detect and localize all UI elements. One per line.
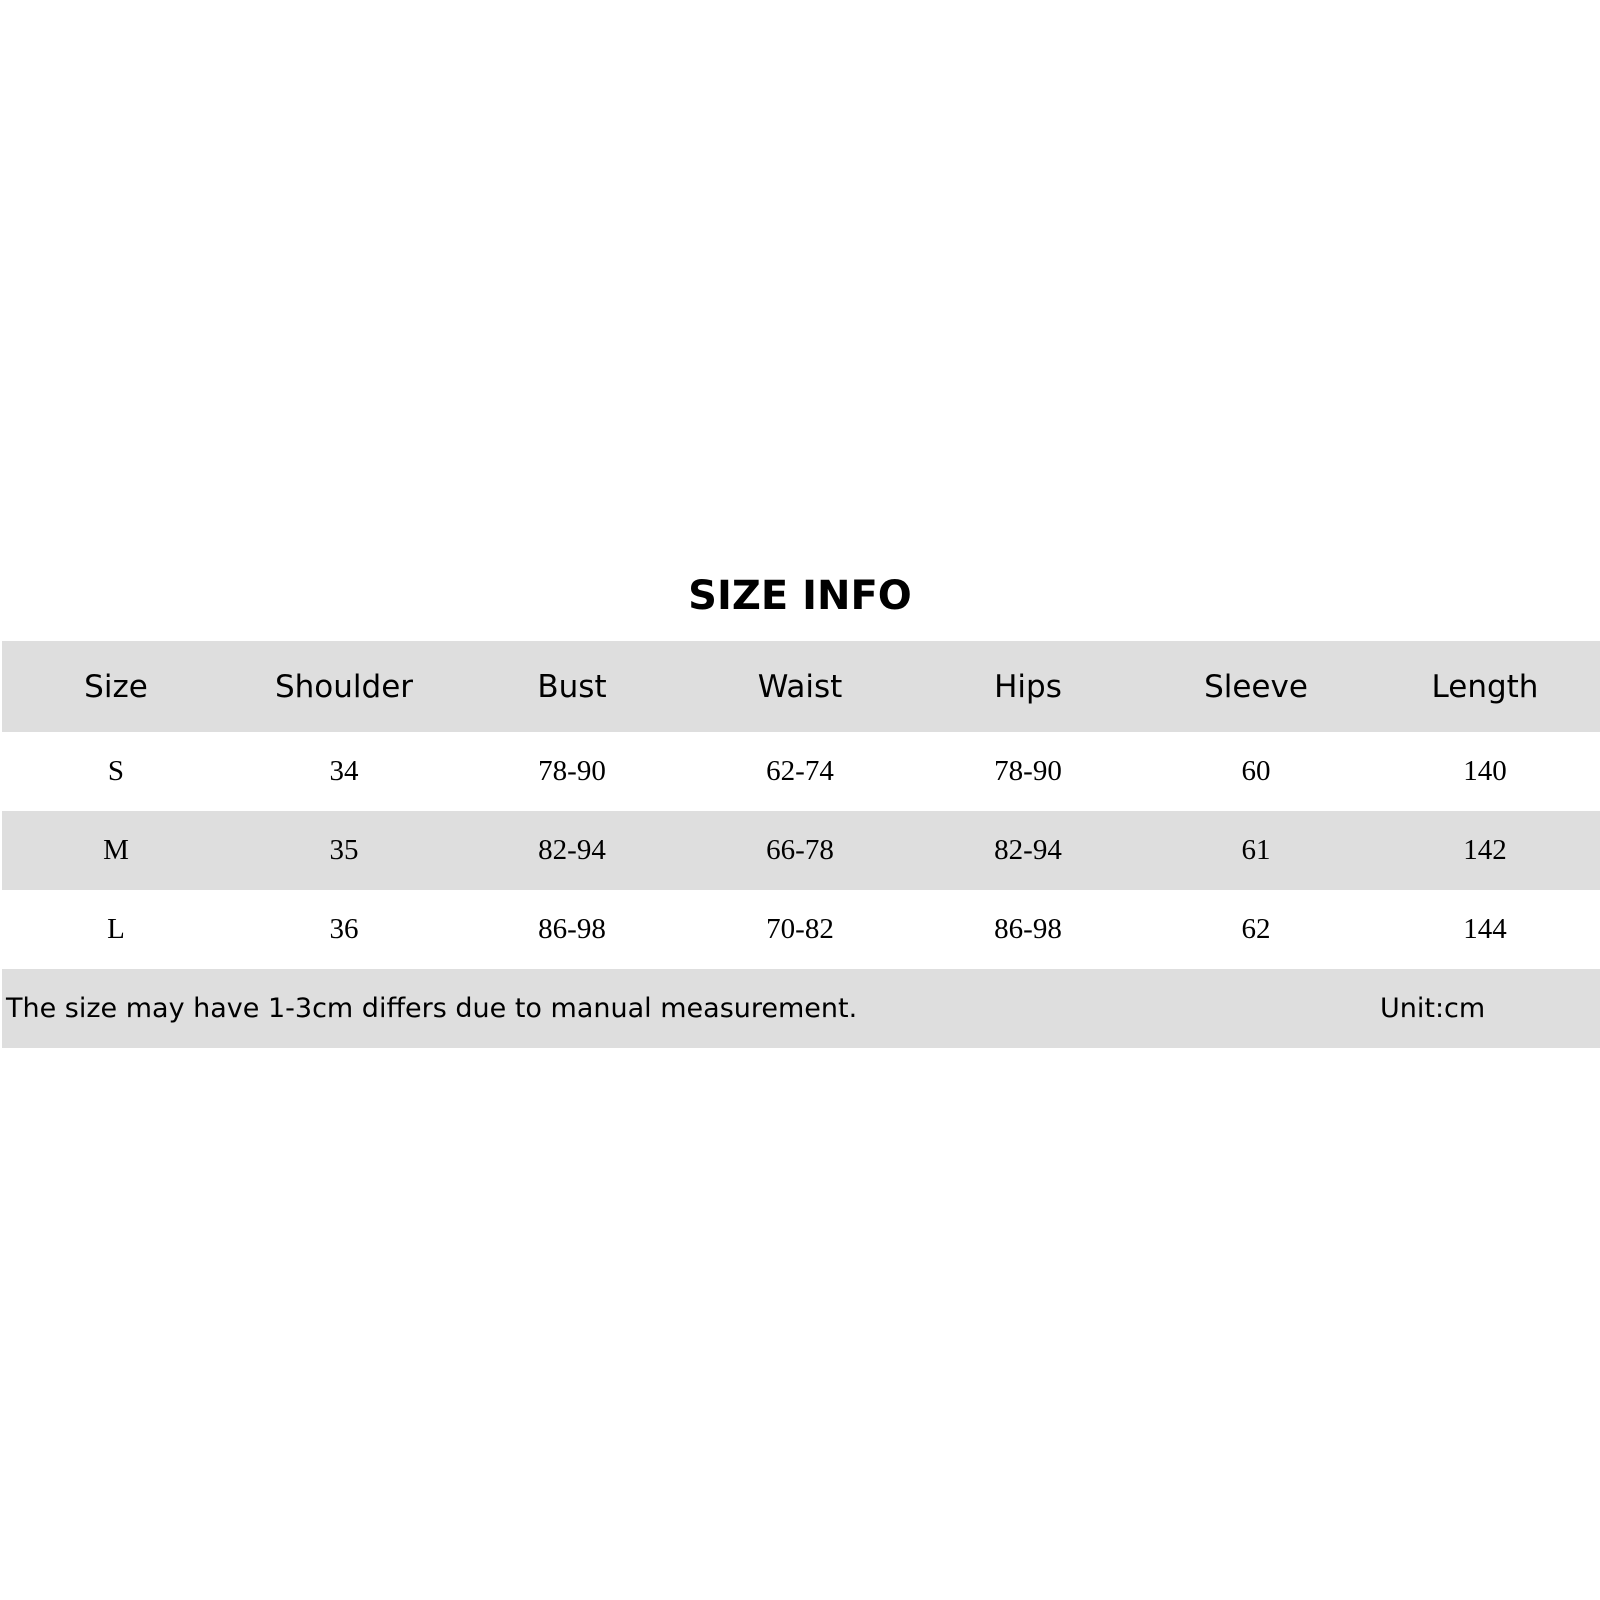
table-row — [2, 890, 1600, 969]
unit-label: Unit:cm — [1380, 993, 1486, 1024]
cell-waist: 70-82 — [766, 913, 834, 945]
cell-waist: 62-74 — [766, 755, 834, 787]
table-row — [2, 732, 1600, 811]
header-hips: Hips — [994, 668, 1062, 705]
cell-length: 140 — [1463, 755, 1507, 787]
cell-hips: 86-98 — [994, 913, 1062, 945]
cell-hips: 78-90 — [994, 755, 1062, 787]
cell-waist: 66-78 — [766, 834, 834, 866]
cell-size: S — [107, 755, 125, 787]
header-length: Length — [1431, 668, 1539, 705]
header-bust: Bust — [537, 668, 607, 705]
cell-size: M — [103, 834, 129, 866]
table-row — [2, 811, 1600, 890]
measurement-note: The size may have 1-3cm differs due to manual measurement. — [6, 993, 858, 1024]
cell-bust: 82-94 — [538, 834, 606, 866]
header-waist: Waist — [757, 668, 843, 705]
header-size: Size — [84, 668, 148, 705]
page-title: SIZE INFO — [688, 573, 912, 619]
header-sleeve: Sleeve — [1204, 668, 1308, 705]
size-table — [2, 641, 1600, 1048]
cell-shoulder: 35 — [329, 834, 359, 866]
cell-hips: 82-94 — [994, 834, 1062, 866]
cell-sleeve: 61 — [1241, 834, 1271, 866]
cell-bust: 78-90 — [538, 755, 606, 787]
header-shoulder: Shoulder — [274, 668, 414, 705]
cell-length: 142 — [1463, 834, 1507, 866]
cell-shoulder: 34 — [329, 755, 359, 787]
cell-bust: 86-98 — [538, 913, 606, 945]
cell-sleeve: 60 — [1241, 755, 1271, 787]
cell-length: 144 — [1463, 913, 1507, 945]
cell-size: L — [107, 913, 125, 945]
cell-sleeve: 62 — [1241, 913, 1271, 945]
table-header-row — [2, 641, 1600, 732]
cell-shoulder: 36 — [329, 913, 359, 945]
table-footer-row — [2, 969, 1600, 1048]
